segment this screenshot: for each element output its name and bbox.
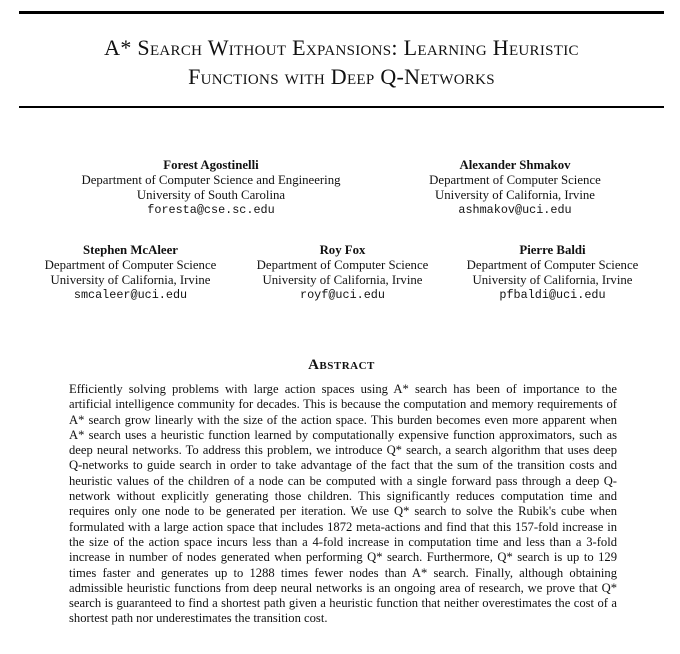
author-email: foresta@cse.sc.edu [147, 203, 275, 217]
author-name: Forest Agostinelli [163, 158, 259, 172]
author-institution: University of California, Irvine [262, 273, 423, 287]
author-email: ashmakov@uci.edu [458, 203, 572, 217]
title-bottom-rule [19, 106, 664, 108]
author-name: Pierre Baldi [519, 243, 586, 257]
author-name: Stephen McAleer [83, 243, 178, 257]
paper-title-line-2: Functions with Deep Q-Networks [188, 64, 495, 89]
author-email: royf@uci.edu [300, 288, 385, 302]
author-institution: University of California, Irvine [472, 273, 633, 287]
author-department: Department of Computer Science [256, 258, 429, 272]
author-department: Department of Computer Science and Engineering [81, 173, 341, 187]
author-email: smcaleer@uci.edu [73, 288, 188, 302]
paper-title-line-1: A* Search Without Expansions: Learning Heuristic [104, 35, 579, 60]
author-block-baldi [450, 243, 655, 303]
author-email: pfbaldi@uci.edu [499, 288, 606, 302]
author-block-agostinelli [66, 158, 356, 218]
author-institution: University of South Carolina [136, 188, 286, 202]
author-department: Department of Computer Science [466, 258, 639, 272]
author-block-mcaleer [28, 243, 233, 303]
paper-title [19, 33, 664, 91]
author-department: Department of Computer Science [44, 258, 217, 272]
author-block-shmakov [400, 158, 630, 218]
abstract-heading: Abstract [308, 357, 375, 373]
abstract-body: Efficiently solving problems with large action spaces using A* search has been of importance to the artificial intelligence community for decades. This is because the computation and memory requirements of A* search grow linearly with the size of the action space. This burden becomes even more apparent when A* search uses a heuristic function learned by computationally expensive function approximators, such as deep neural networks. To address this problem, we introduce Q* search, a search algorithm that uses deep Q-networks to guide search in order to take advantage of the fact that the sum of the transition costs and heuristic values of the children of a node can be computed with a single forward pass through a deep Q-network without explicitly generating those children. This significantly reduces computation time and requires only one node to be generated per iteration. We use Q* search to solve the Rubik's cube when formulated with a large action space that includes 1872 meta-actions and find that this 157-fold increase in the size of the action space incurs less than a 4-fold increase in computation time and less than a 3-fold increase in number of nodes generated when performing Q* search. Furthermore, Q* search is up to 129 times faster and generates up to 1288 times fewer nodes than A* search. Finally, although obtaining admissible heuristic functions from deep neural networks is an ongoing area of research, we prove that Q* search is guaranteed to find a shortest path given a heuristic function that neither overestimates the cost of a shortest path nor underestimates the transition cost. [69, 382, 617, 626]
author-name: Roy Fox [319, 243, 366, 257]
author-institution: University of California, Irvine [435, 188, 595, 202]
author-name: Alexander Shmakov [459, 158, 571, 172]
title-top-rule [19, 11, 664, 14]
author-institution: University of California, Irvine [50, 273, 211, 287]
author-block-fox [240, 243, 445, 303]
author-department: Department of Computer Science [429, 173, 601, 187]
